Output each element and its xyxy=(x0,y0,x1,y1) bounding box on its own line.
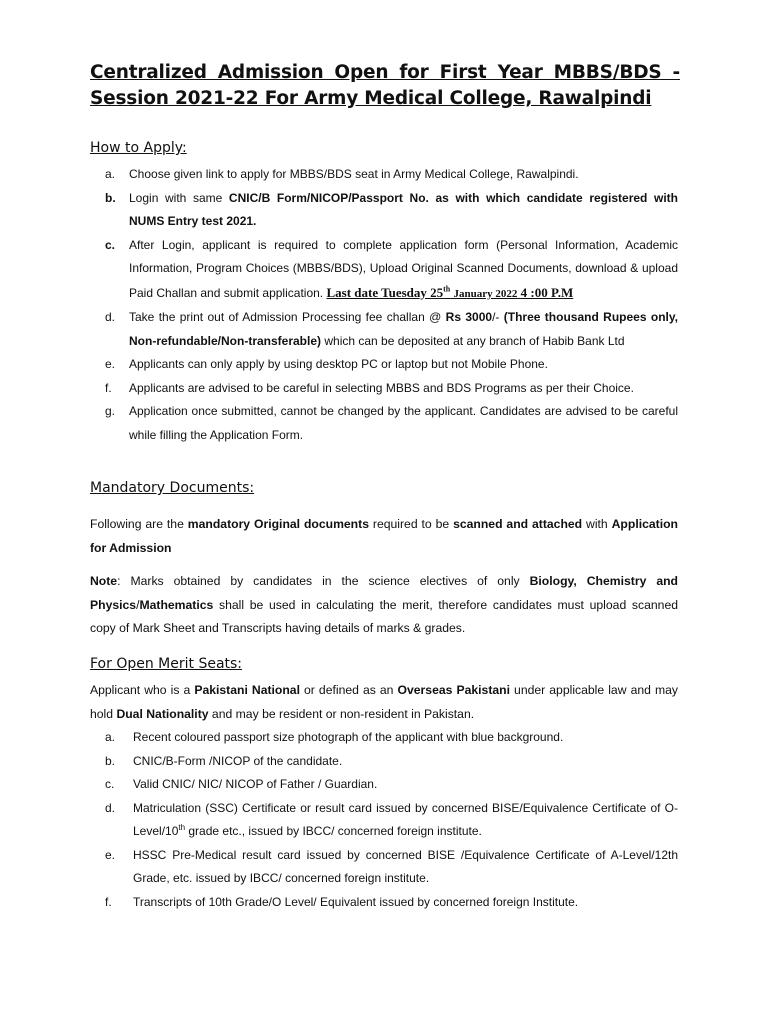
list-marker: b. xyxy=(105,190,116,205)
superscript: th xyxy=(178,823,186,832)
paragraph-bold-text: Dual Nationality xyxy=(116,706,209,721)
fee-terms: (Three thousand Rupees only, Non-refundable/Non-transferable) xyxy=(129,310,678,348)
list-marker: c. xyxy=(105,777,115,791)
list-item xyxy=(105,750,678,774)
list-item-text: Login with same xyxy=(129,190,229,205)
list-item-text: Recent coloured passport size photograph of the applicant with blue background. xyxy=(133,730,564,744)
list-marker: d. xyxy=(105,800,116,815)
deadline-superscript: th xyxy=(443,284,451,294)
list-item xyxy=(105,234,678,307)
paragraph-text: / xyxy=(136,597,140,612)
deadline-month: January 2022 xyxy=(453,287,518,300)
open-merit-heading: For Open Merit Seats: xyxy=(90,656,243,672)
list-marker: e. xyxy=(105,357,116,371)
list-item-text: After Login, applicant is required to complete application form (Personal Information, Academic Information, Program Choices (MBBS/BDS), Upload Original Scanned Documents, download & upload Paid Challan and submit application. xyxy=(129,237,678,300)
paragraph-bold-text: Pakistani National xyxy=(194,683,300,697)
list-item-text: Applicants can only apply by using desktop PC or laptop but not Mobile Phone. xyxy=(129,357,548,371)
list-item-text: Application once submitted, cannot be changed by the applicant. Candidates are advised to be careful while filling the Application Form. xyxy=(129,404,678,442)
list-item-text: Valid CNIC/ NIC/ NICOP of Father / Guardian. xyxy=(133,777,378,791)
note-paragraph xyxy=(90,570,678,641)
list-item xyxy=(105,797,678,844)
list-item-text: grade etc., issued by IBCC/ concerned foreign institute. xyxy=(185,824,482,838)
paragraph-bold-text: Biology, Chemistry and Physics xyxy=(90,574,678,612)
paragraph-text: Applicant who is a xyxy=(90,683,195,697)
deadline-time: 4 :00 P.M xyxy=(520,284,574,300)
list-marker: f. xyxy=(105,894,112,909)
list-marker: f. xyxy=(105,380,112,395)
page-title: Centralized Admission Open for First Year MBBS/BDS - Session 2021-22 For Army Medical College, Rawalpindi xyxy=(90,62,680,109)
list-marker: a. xyxy=(105,730,116,744)
deadline-text xyxy=(326,285,573,300)
list-item xyxy=(105,187,678,234)
list-item xyxy=(105,773,678,797)
list-marker: a. xyxy=(105,167,116,181)
how-to-apply-list xyxy=(105,163,678,447)
list-item xyxy=(105,353,678,377)
paragraph-text: or defined as an xyxy=(299,683,398,697)
deadline-label: Last date Tuesday 25 xyxy=(326,284,444,300)
paragraph-text: with xyxy=(582,517,612,531)
open-merit-paragraph xyxy=(90,679,678,726)
paragraph-text: under applicable law and may hold xyxy=(90,683,678,721)
list-marker: b. xyxy=(105,753,116,768)
paragraph-text: required to be xyxy=(368,517,454,531)
list-item-bold-text: CNIC/B Form/NICOP/Passport No. as with which candidate registered with NUMS Entry test 2021. xyxy=(129,190,678,228)
how-to-apply-heading: How to Apply: xyxy=(90,140,187,156)
paragraph-text: shall be used in calculating the merit, therefore candidates must upload scanned copy of Mark Sheet and Transcripts having details of marks & grades. xyxy=(90,597,678,635)
list-item-text: /- xyxy=(492,310,504,324)
paragraph-bold-text: Overseas Pakistani xyxy=(397,683,510,697)
list-item xyxy=(105,377,678,401)
list-marker: d. xyxy=(105,310,116,324)
fee-amount: Rs 3000 xyxy=(445,310,493,324)
paragraph-text: : Marks obtained by candidates in the science electives of only xyxy=(117,574,530,588)
paragraph-bold-text: Mathematics xyxy=(139,597,214,612)
list-item-text: Choose given link to apply for MBBS/BDS seat in Army Medical College, Rawalpindi. xyxy=(129,167,579,181)
paragraph-text: and may be resident or non-resident in Pakistan. xyxy=(208,706,475,721)
list-marker: e. xyxy=(105,847,116,862)
list-marker: g. xyxy=(105,404,116,418)
list-item xyxy=(105,891,678,915)
list-item-text: Transcripts of 10th Grade/O Level/ Equivalent issued by concerned foreign Institute. xyxy=(133,894,579,909)
note-label: Note xyxy=(90,574,118,588)
list-item xyxy=(105,163,678,187)
list-item-text: which can be deposited at any branch of Habib Bank Ltd xyxy=(321,333,625,348)
list-item-text: HSSC Pre-Medical result card issued by concerned BISE /Equivalence Certificate of A-Level/12th Grade, etc. issued by IBCC/ concerned foreign institute. xyxy=(133,847,678,885)
paragraph-text: Following are the xyxy=(90,517,188,531)
list-item xyxy=(105,844,678,891)
paragraph-bold-text: scanned and attached xyxy=(453,517,583,531)
mandatory-documents-heading: Mandatory Documents: xyxy=(90,480,255,496)
list-item-text: CNIC/B-Form /NICOP of the candidate. xyxy=(133,753,343,768)
open-merit-list xyxy=(105,726,678,914)
list-item-text: Applicants are advised to be careful in selecting MBBS and BDS Programs as per their Choice. xyxy=(129,380,634,395)
paragraph-bold-text: mandatory Original documents xyxy=(187,517,369,531)
list-item-text: Matriculation (SSC) Certificate or result card issued by concerned BISE/Equivalence Certificate of O-Level/10 xyxy=(133,800,678,838)
list-marker: c. xyxy=(105,237,116,252)
list-item xyxy=(105,306,678,353)
paragraph-bold-text: Application for Admission xyxy=(90,517,678,555)
list-item-text: Take the print out of Admission Processing fee challan @ xyxy=(129,310,446,324)
mandatory-documents-paragraph xyxy=(90,513,678,560)
list-item xyxy=(105,726,678,750)
list-item xyxy=(105,400,678,447)
